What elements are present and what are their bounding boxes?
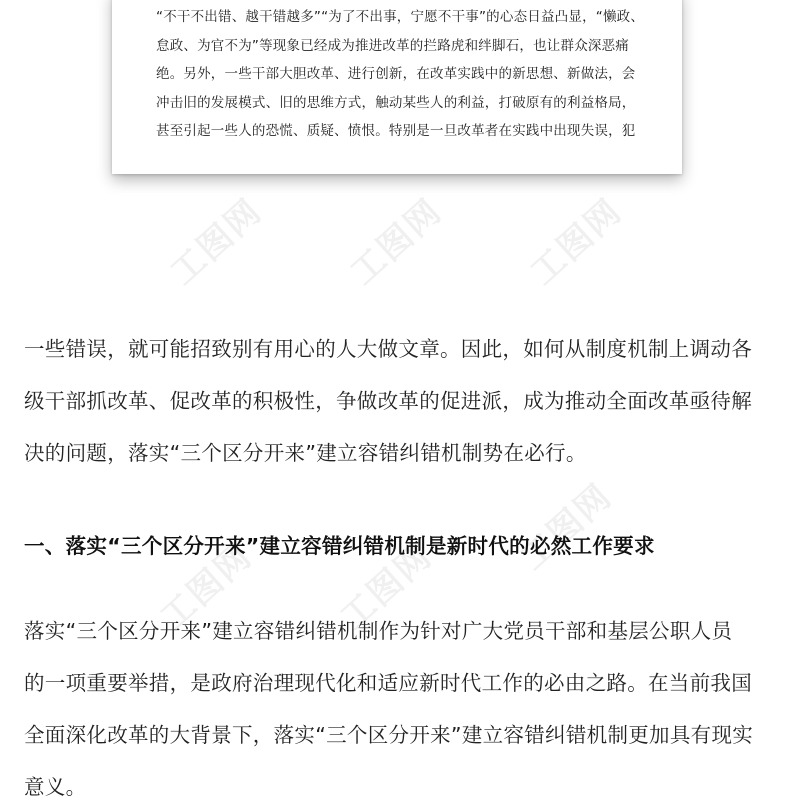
watermark: 工图网 (342, 191, 450, 294)
watermark: 工图网 (522, 191, 630, 294)
card-text-line: 怠政、为官不为”等现象已经成为推进改革的拦路虎和绊脚石，也让群众深恶痛 (156, 37, 629, 54)
paragraph (24, 605, 784, 800)
paragraph (24, 323, 784, 479)
paragraph-line: 意义。 (24, 775, 87, 799)
paragraph-line: 级干部抓改革、促改革的积极性，争做改革的促进派，成为推动全面改革亟待解 (24, 389, 752, 413)
paragraph-line: 决的问题，落实“三个区分开来”建立容错纠错机制势在必行。 (24, 441, 587, 465)
card-text-line: 甚至引起一些人的恐慌、质疑、愤恨。特别是一旦改革者在实践中出现失误，犯 (156, 123, 636, 139)
card-text-line: 冲击旧的发展模式、旧的思维方式，触动某些人的利益，打破原有的利益格局， (156, 94, 636, 111)
watermark: 工图网 (512, 476, 620, 579)
paragraph-line: 全面深化改革的大背景下，落实“三个区分开来”建立容错纠错机制更加具有现实 (24, 723, 754, 747)
paragraph-line: 落实“三个区分开来”建立容错纠错机制作为针对广大党员干部和基层公职人员 (24, 619, 733, 643)
watermark: 工图网 (332, 536, 440, 639)
card-text (156, 3, 682, 146)
section-heading: 一、落实“三个区分开来”建立容错纠错机制是新时代的必然工作要求 (24, 534, 655, 558)
card-text-line: “不干不出错、越干错越多”“为了不出事，宁愿不干事”的心态日益凸显，“懒政、 (156, 9, 645, 25)
paragraph-line: 一些错误，就可能招致别有用心的人大做文章。因此，如何从制度机制上调动各 (24, 337, 752, 361)
watermark: 工图网 (162, 191, 270, 294)
document-preview-card (112, 0, 682, 174)
watermark: 工图网 (152, 536, 260, 639)
paragraph-line: 的一项重要举措，是政府治理现代化和适应新时代工作的必由之路。在当前我国 (24, 671, 752, 695)
card-text-line: 绝。另外，一些干部大胆改革、进行创新，在改革实践中的新思想、新做法，会 (156, 66, 636, 82)
